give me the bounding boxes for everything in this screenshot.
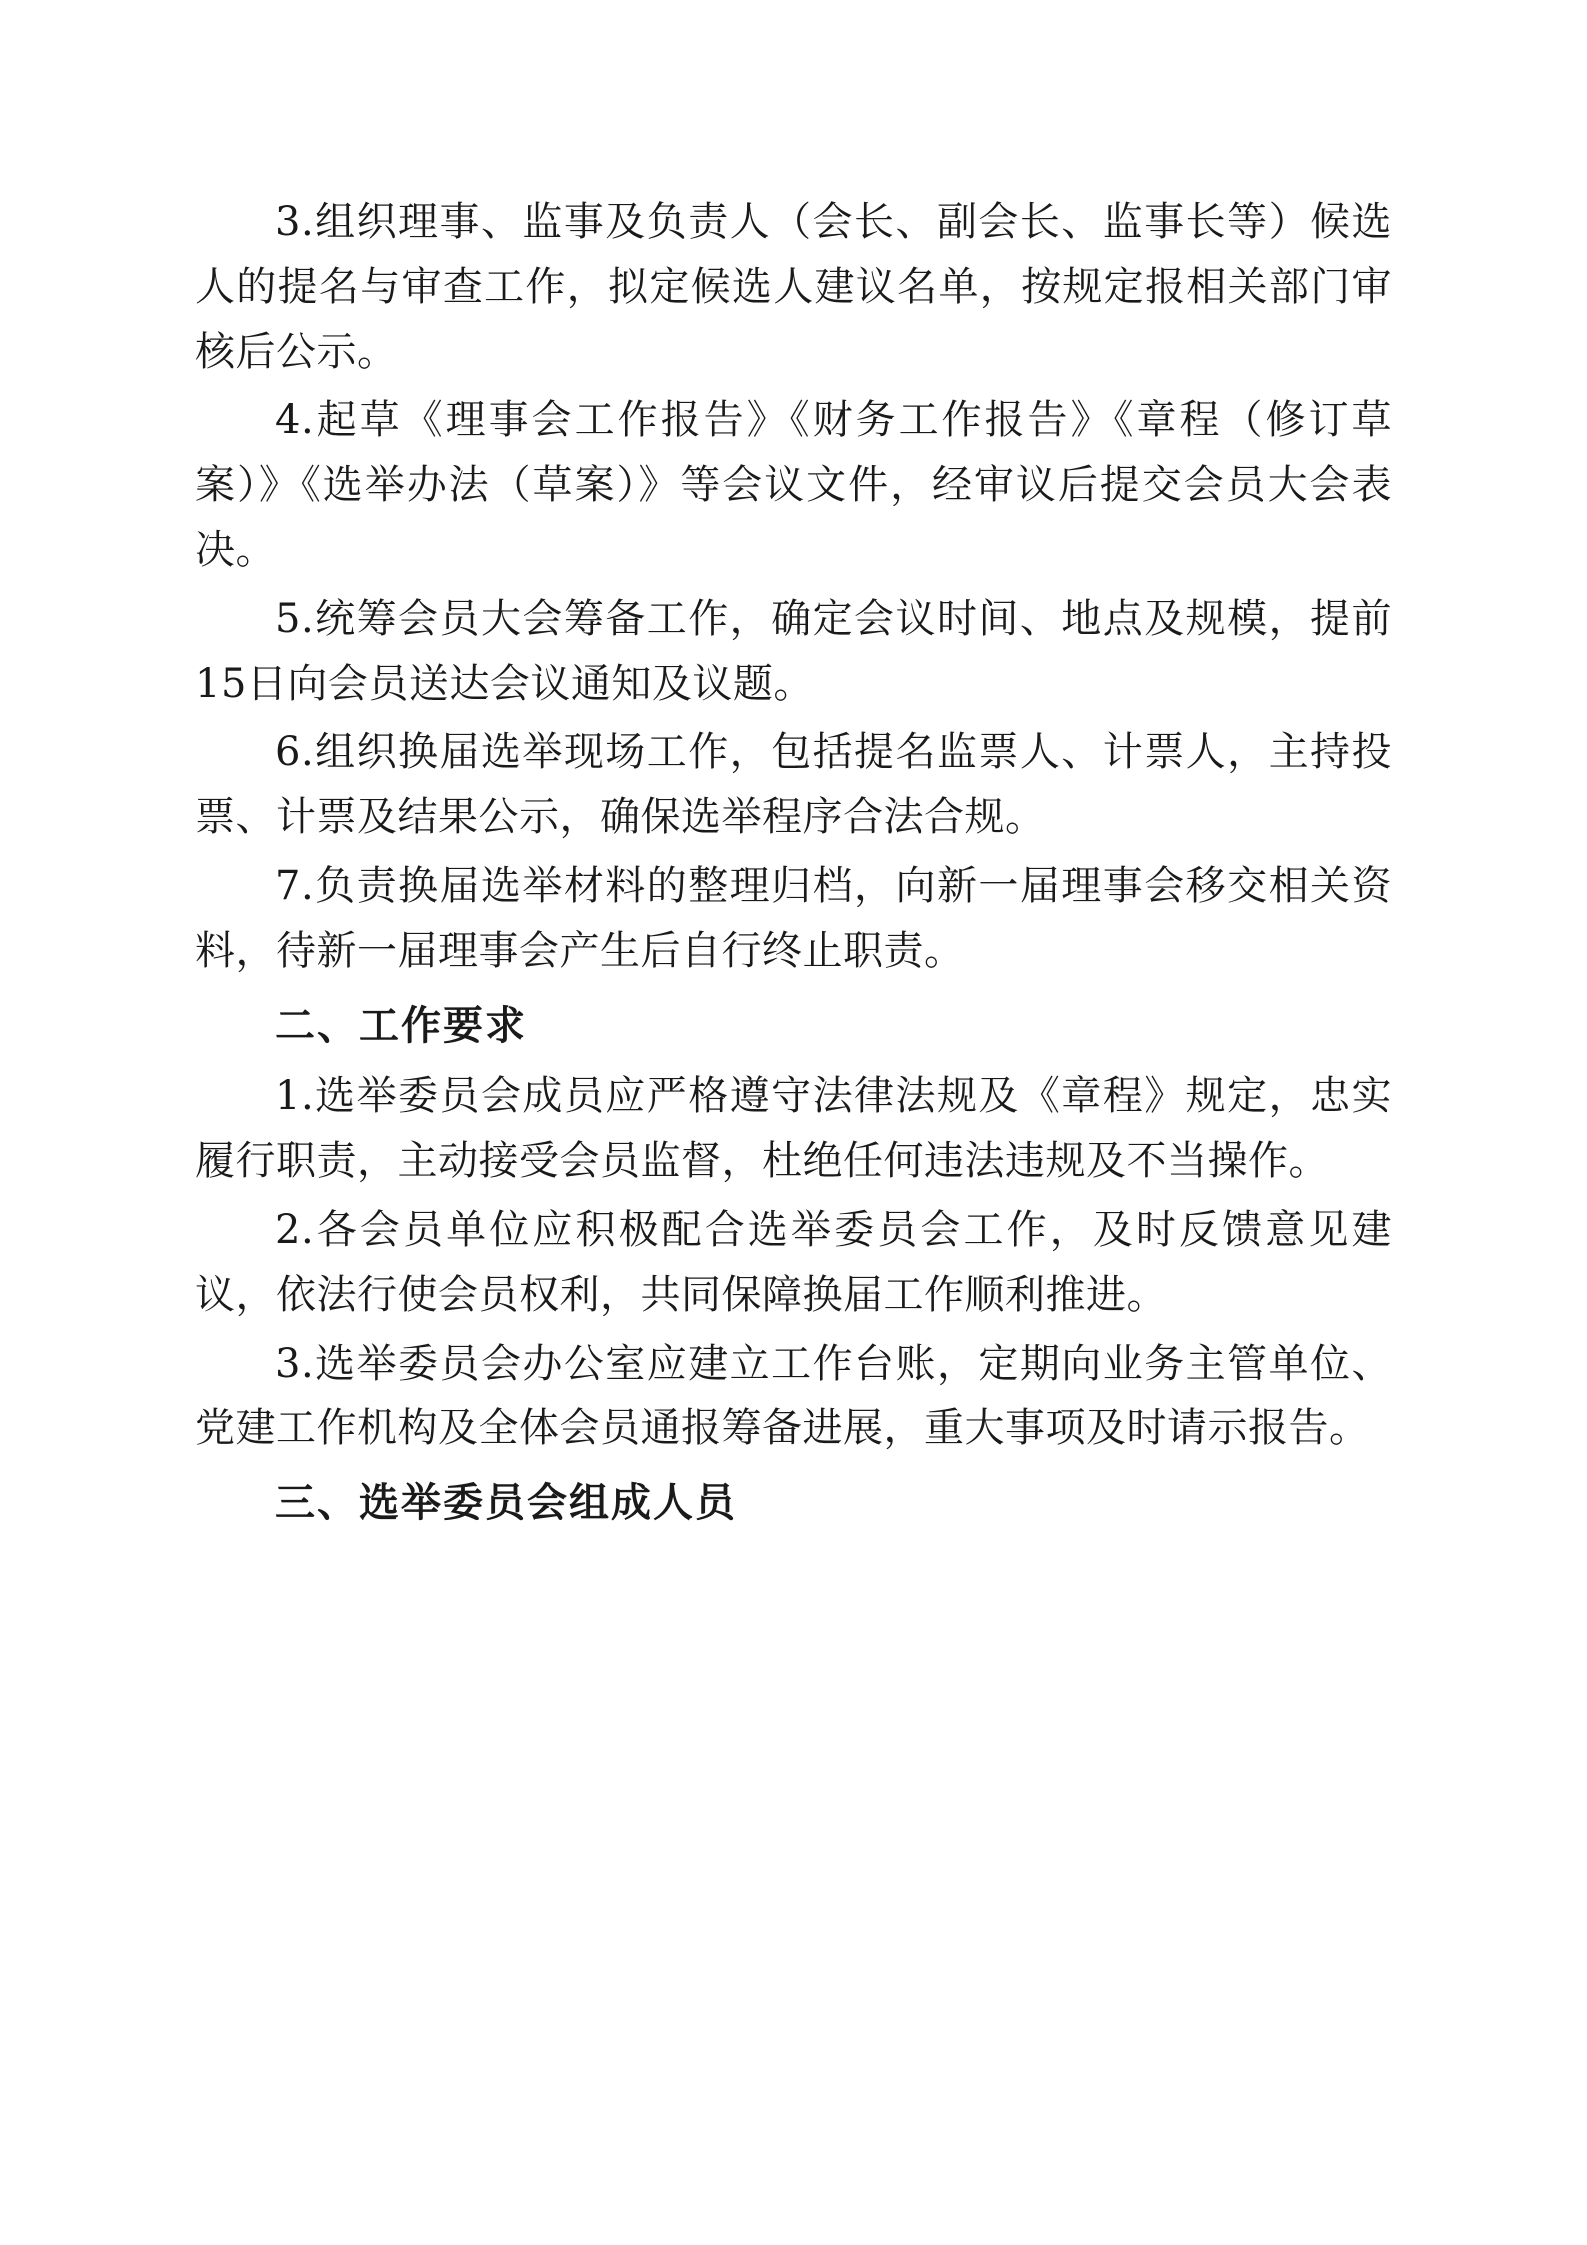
section-heading-two: 二、工作要求 xyxy=(275,1001,527,1049)
paragraph-item-7: 7.负责换届选举材料的整理归档，向新一届理事会移交相关资料，待新一届理事会产生后自行终止职责。 xyxy=(195,862,1392,974)
paragraph-item-6: 6.组织换届选举现场工作，包括提名监票人、计票人，主持投票、计票及结果公示，确保选举程序合法合规。 xyxy=(195,729,1392,841)
paragraph-item-4: 4.起草《理事会工作报告》《财务工作报告》《章程（修订草案）》《选举办法（草案）》等会议文件，经审议后提交会员大会表决。 xyxy=(195,397,1392,573)
section-heading-three: 三、选举委员会组成人员 xyxy=(275,1479,737,1527)
paragraph-requirement-1: 1.选举委员会成员应严格遵守法律法规及《章程》规定，忠实履行职责，主动接受会员监督，杜绝任何违法违规及不当操作。 xyxy=(195,1073,1392,1185)
document-body xyxy=(195,190,1392,1536)
paragraph-requirement-2: 2.各会员单位应积极配合选举委员会工作，及时反馈意见建议，依法行使会员权利，共同保障换届工作顺利推进。 xyxy=(195,1206,1392,1318)
paragraph-item-5: 5.统筹会员大会筹备工作，确定会议时间、地点及规模，提前15日向会员送达会议通知及议题。 xyxy=(195,595,1392,707)
paragraph-item-3: 3.组织理事、监事及负责人（会长、副会长、监事长等）候选人的提名与审查工作，拟定候选人建议名单，按规定报相关部门审核后公示。 xyxy=(195,199,1392,375)
paragraph-requirement-3: 3.选举委员会办公室应建立工作台账，定期向业务主管单位、党建工作机构及全体会员通报筹备进展，重大事项及时请示报告。 xyxy=(195,1340,1392,1452)
